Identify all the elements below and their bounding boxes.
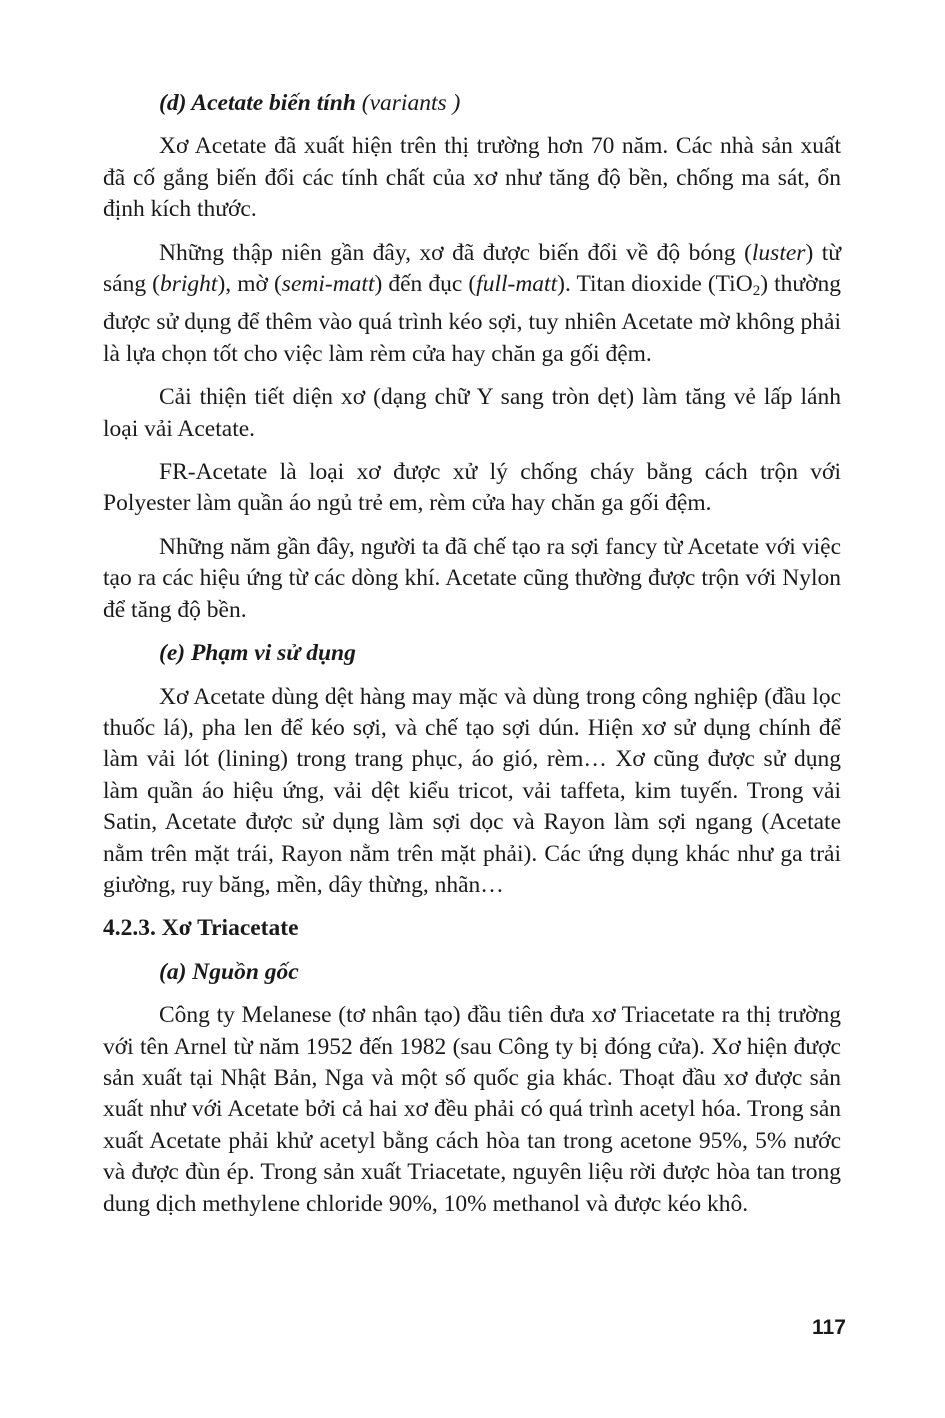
section-heading-4-2-3: 4.2.3. Xơ Triacetate	[103, 915, 299, 942]
term-semi-matt: semi-matt	[281, 271, 375, 298]
term-full-matt: full-matt	[476, 271, 558, 298]
subscript-2: 2	[752, 283, 761, 300]
heading-d-acetate-variants: (d) Acetate biến tính (variants )	[159, 90, 461, 116]
paragraph-d-1: Xơ Acetate đã xuất hiện trên thị trường hơn 70 năm. Các nhà sản xuất đã cố gắng biến đổi các tính chất của xơ như tăng độ bền, chống ma sát, ổn định kích thước.	[103, 133, 841, 223]
paragraph-e-1: Xơ Acetate dùng dệt hàng may mặc và dùng trong công nghiệp (đầu lọc thuốc lá), pha len để kéo sợi, và chế tạo sợi dún. Hiện xơ sử dụng chính để làm vải lót (lining) trong trang phục, áo gió, rèm… Xơ cũng được sử dụng làm quần áo hiệu ứng, vải dệt kiểu tricot, vải taffeta, kim tuyến. Trong vải Satin, Acetate được sử dụng làm sợi dọc và Rayon làm sợi ngang (Acetate nằm trên mặt trái, Rayon nằm trên mặt phải). Các ứng dụng khác như ga trải giường, ruy băng, mền, dây thừng, nhãn…	[103, 683, 841, 898]
paragraph-d-3: Cải thiện tiết diện xơ (dạng chữ Y sang tròn dẹt) làm tăng vẻ lấp lánh loại vải Acetate.	[103, 384, 841, 442]
term-luster: luster	[751, 239, 806, 266]
page-body	[103, 88, 841, 1232]
paragraph-a-1: Công ty Melanese (tơ nhân tạo) đầu tiên đưa xơ Triacetate ra thị trường với tên Arnel từ năm 1952 đến 1982 (sau Công ty bị đóng cửa). Xơ hiện được sản xuất tại Nhật Bản, Nga và một số quốc gia khác. Thoạt đầu xơ được sản xuất như với Acetate bởi cả hai xơ đều phải có quá trình acetyl hóa. Trong sản xuất Acetate phải khử acetyl bằng cách hòa tan trong acetone 95%, 5% nước và được đùn ép. Trong sản xuất Triacetate, nguyên liệu rời được hòa tan trong dung dịch methylene chloride 90%, 10% methanol và được kéo khô.	[103, 1002, 841, 1217]
paragraph-d-4: FR-Acetate là loại xơ được xử lý chống cháy bằng cách trộn với Polyester làm quần áo ngủ trẻ em, rèm cửa hay chăn ga gối đệm.	[103, 459, 841, 517]
heading-d-english: variants	[369, 90, 447, 116]
heading-d-title: (d) Acetate biến tính	[159, 90, 356, 116]
heading-e-usage: (e) Phạm vi sử dụng	[159, 640, 356, 667]
page-number: 117	[812, 1316, 846, 1339]
heading-a-origin: (a) Nguồn gốc	[159, 958, 299, 985]
paragraph-d-2: Những thập niên gần đây, xơ đã được biến đổi về độ bóng (luster) từ sáng (bright), mờ (semi-matt) đến đục (full-matt). Titan dioxide (TiO$_2$) thường được sử dụng để thêm vào quá trình kéo sợi, tuy nhiên Acetate mờ không phải là lựa chọn tốt cho việc làm rèm cửa hay chăn ga gối đệm.	[103, 239, 842, 367]
paragraph-d-5: Những năm gần đây, người ta đã chế tạo ra sợi fancy từ Acetate với việc tạo ra các hiệu ứng từ các dòng khí. Acetate cũng thường được trộn với Nylon để tăng độ bền.	[103, 533, 841, 623]
term-bright: bright	[159, 271, 218, 298]
